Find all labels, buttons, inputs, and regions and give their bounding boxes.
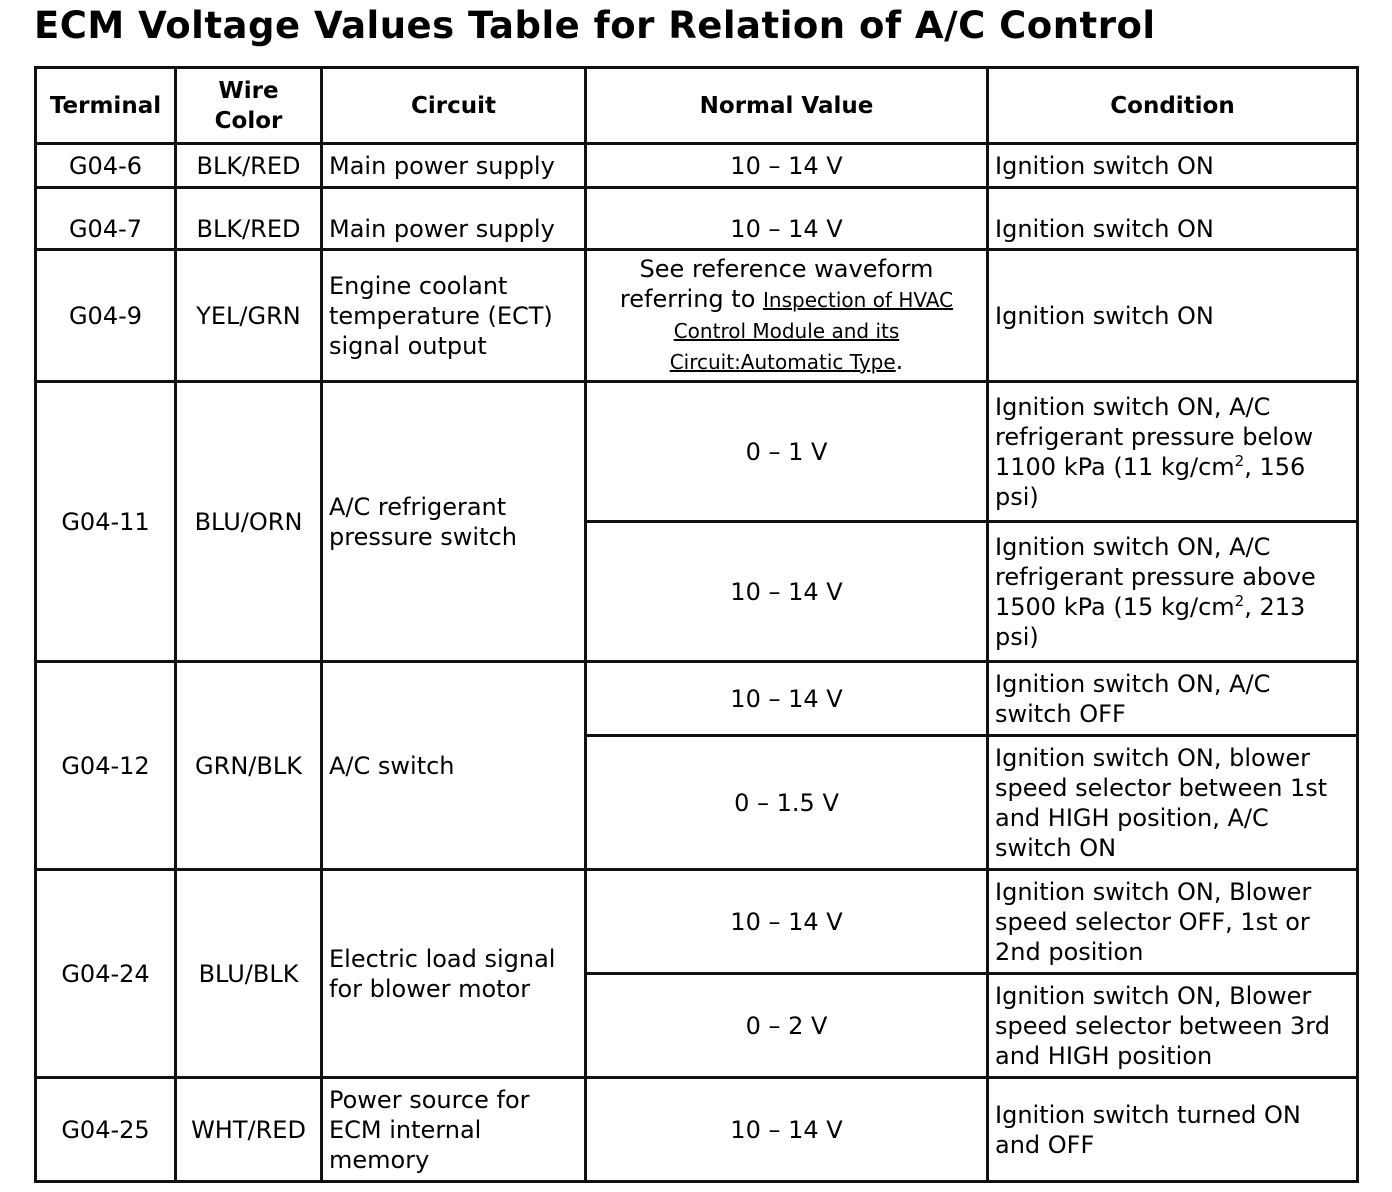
waveform-reference-text: See reference waveform referring to xyxy=(619,255,934,313)
reference-period: . xyxy=(895,347,904,375)
condition-cell: Ignition switch ON xyxy=(988,250,1358,382)
terminal-cell: G04-11 xyxy=(36,382,176,662)
normal-value-cell: 0 – 1.5 V xyxy=(586,736,988,870)
circuit-cell: Main power supply xyxy=(322,188,586,250)
header-row xyxy=(36,68,1358,144)
table-row xyxy=(36,144,1358,188)
normal-value-cell: 0 – 2 V xyxy=(586,974,988,1078)
condition-text-end: , 156 psi) xyxy=(995,452,1306,511)
normal-value-cell: 10 – 14 V xyxy=(586,662,988,736)
header-condition: Condition xyxy=(988,68,1358,144)
table-row xyxy=(36,188,1358,250)
header-circuit: Circuit xyxy=(322,68,586,144)
wire-color-cell: BLK/RED xyxy=(176,144,322,188)
wire-color-cell: BLU/ORN xyxy=(176,382,322,662)
terminal-cell: G04-12 xyxy=(36,662,176,870)
circuit-cell: Engine coolant temperature (ECT) signal output xyxy=(322,250,586,382)
condition-cell: Ignition switch ON xyxy=(988,188,1358,250)
wire-color-cell: WHT/RED xyxy=(176,1078,322,1182)
page-title: ECM Voltage Values Table for Relation of A/C Control xyxy=(34,4,1156,47)
condition-cell xyxy=(988,382,1358,522)
table-row xyxy=(36,382,1358,522)
terminal-cell: G04-24 xyxy=(36,870,176,1078)
superscript: 2 xyxy=(1234,451,1245,470)
wire-color-cell: BLU/BLK xyxy=(176,870,322,1078)
voltage-table xyxy=(34,66,1359,1183)
table-row xyxy=(36,662,1358,736)
terminal-cell: G04-25 xyxy=(36,1078,176,1182)
terminal-cell: G04-7 xyxy=(36,188,176,250)
condition-cell: Ignition switch ON xyxy=(988,144,1358,188)
circuit-cell: A/C refrigerant pressure switch xyxy=(322,382,586,662)
normal-value-cell: 10 – 14 V xyxy=(586,144,988,188)
circuit-cell: A/C switch xyxy=(322,662,586,870)
normal-value-cell: 10 – 14 V xyxy=(586,1078,988,1182)
circuit-cell: Electric load signal for blower motor xyxy=(322,870,586,1078)
normal-value-cell xyxy=(586,250,988,382)
header-wire-color-line1: Wire xyxy=(218,77,279,104)
condition-cell: Ignition switch turned ON and OFF xyxy=(988,1078,1358,1182)
header-terminal: Terminal xyxy=(36,68,176,144)
header-wire-color xyxy=(176,68,322,144)
wire-color-cell: GRN/BLK xyxy=(176,662,322,870)
normal-value-cell: 10 – 14 V xyxy=(586,870,988,974)
normal-value-cell: 10 – 14 V xyxy=(586,522,988,662)
terminal-cell: G04-9 xyxy=(36,250,176,382)
condition-cell xyxy=(988,522,1358,662)
circuit-cell: Power source for ECM internal memory xyxy=(322,1078,586,1182)
wire-color-cell: BLK/RED xyxy=(176,188,322,250)
hvac-inspection-link[interactable]: Inspection of HVAC Control Module and its Circuit:Automatic Type xyxy=(669,288,954,374)
condition-text: Ignition switch ON, A/C refrigerant pressure below 1100 kPa (11 kg/cm xyxy=(995,392,1314,481)
condition-cell: Ignition switch ON, Blower speed selector OFF, 1st or 2nd position xyxy=(988,870,1358,974)
condition-cell: Ignition switch ON, A/C switch OFF xyxy=(988,662,1358,736)
table-row xyxy=(36,250,1358,382)
header-wire-color-line2: Color xyxy=(214,107,283,134)
terminal-cell: G04-6 xyxy=(36,144,176,188)
wire-color-cell: YEL/GRN xyxy=(176,250,322,382)
circuit-cell: Main power supply xyxy=(322,144,586,188)
table-row xyxy=(36,1078,1358,1182)
condition-cell: Ignition switch ON, blower speed selector between 1st and HIGH position, A/C switch ON xyxy=(988,736,1358,870)
header-normal-value: Normal Value xyxy=(586,68,988,144)
condition-text-end: , 213 psi) xyxy=(995,592,1306,651)
condition-cell: Ignition switch ON, Blower speed selector between 3rd and HIGH position xyxy=(988,974,1358,1078)
condition-text: Ignition switch ON, A/C refrigerant pressure above 1500 kPa (15 kg/cm xyxy=(995,532,1316,621)
normal-value-cell: 10 – 14 V xyxy=(586,188,988,250)
table-row xyxy=(36,870,1358,974)
superscript: 2 xyxy=(1234,591,1245,610)
normal-value-cell: 0 – 1 V xyxy=(586,382,988,522)
